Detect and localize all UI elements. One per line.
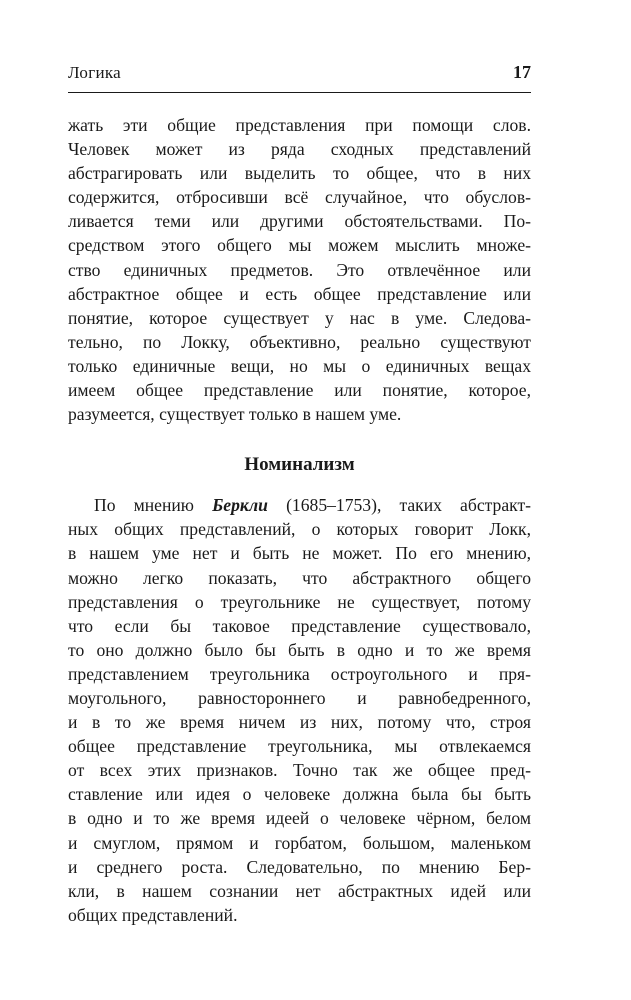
text-line: только единичные вещи, но мы о единичных вещах (68, 355, 531, 376)
text-line: представлением треугольника остроугольного и пря- (68, 663, 531, 684)
text-line: в нашем уме нет и быть не может. По его мнению, (68, 543, 531, 564)
paragraph-2 (68, 493, 531, 927)
text-line: ных общих представлений, о которых говорит Локк, (68, 519, 531, 540)
paragraph-1 (68, 113, 531, 426)
text-line: что если бы таковое представление существовало, (68, 615, 531, 636)
text-line: ставление или идея о человеке должна была бы быть (68, 784, 531, 805)
section-heading: Номинализм (244, 454, 355, 476)
text-line: разумеется, существует только в нашем уме. (68, 404, 402, 425)
text-line-first (68, 493, 531, 517)
text-line: и среднего роста. Следовательно, по мнению Бер- (68, 856, 531, 877)
text-line: ство единичных предметов. Это отвлечённое или (68, 259, 531, 280)
page-number: 17 (513, 62, 531, 82)
text-line: понятие, которое существует у нас в уме. Следова- (68, 307, 531, 328)
text-line: то оно должно было бы быть в одно и то же время (68, 639, 531, 660)
text-line: общее представление треугольника, мы отвлекаемся (68, 736, 531, 757)
text-line: кли, в нашем сознании нет абстрактных идей или (68, 880, 531, 901)
text-line: средством этого общего мы можем мыслить множе- (68, 235, 531, 256)
text-line: абстрагировать или выделить то общее, что в них (68, 163, 531, 184)
text-line: и в то же время ничем из них, потому что, строя (68, 712, 531, 733)
text-line: тельно, по Локку, объективно, реально существуют (68, 331, 531, 352)
text-line: Человек может из ряда сходных представлений (68, 139, 531, 160)
text-line: содержится, отбросивши всё случайное, что обуслов- (68, 187, 531, 208)
text-line: в одно и то же время идеей о человеке чёрном, белом (68, 808, 531, 829)
text-line: моугольного, равностороннего и равнобедренного, (68, 687, 531, 708)
text-line: можно легко показать, что абстрактного общего (68, 567, 531, 588)
text-line: имеем общее представление или понятие, которое, (68, 380, 531, 401)
text-fragment: (1685–1753), таких абстракт- (267, 495, 531, 516)
text-line: жать эти общие представления при помощи слов. (68, 115, 531, 135)
running-title: Логика (68, 63, 122, 82)
book-page (68, 62, 531, 927)
text-line: представления о треугольнике не существует, потому (68, 591, 531, 612)
text-line: абстрактное общее и есть общее представление или (68, 283, 531, 304)
running-head (68, 62, 531, 93)
text-line: от всех этих признаков. Точно так же общее пред- (68, 760, 531, 781)
text-line: ливается теми или другими обстоятельствами. По- (68, 211, 531, 232)
author-name: Беркли (212, 495, 268, 516)
text-line: и смуглом, прямом и горбатом, большом, маленьком (68, 832, 531, 853)
text-line: общих представлений. (68, 904, 238, 925)
text-fragment: По мнению (94, 495, 213, 516)
